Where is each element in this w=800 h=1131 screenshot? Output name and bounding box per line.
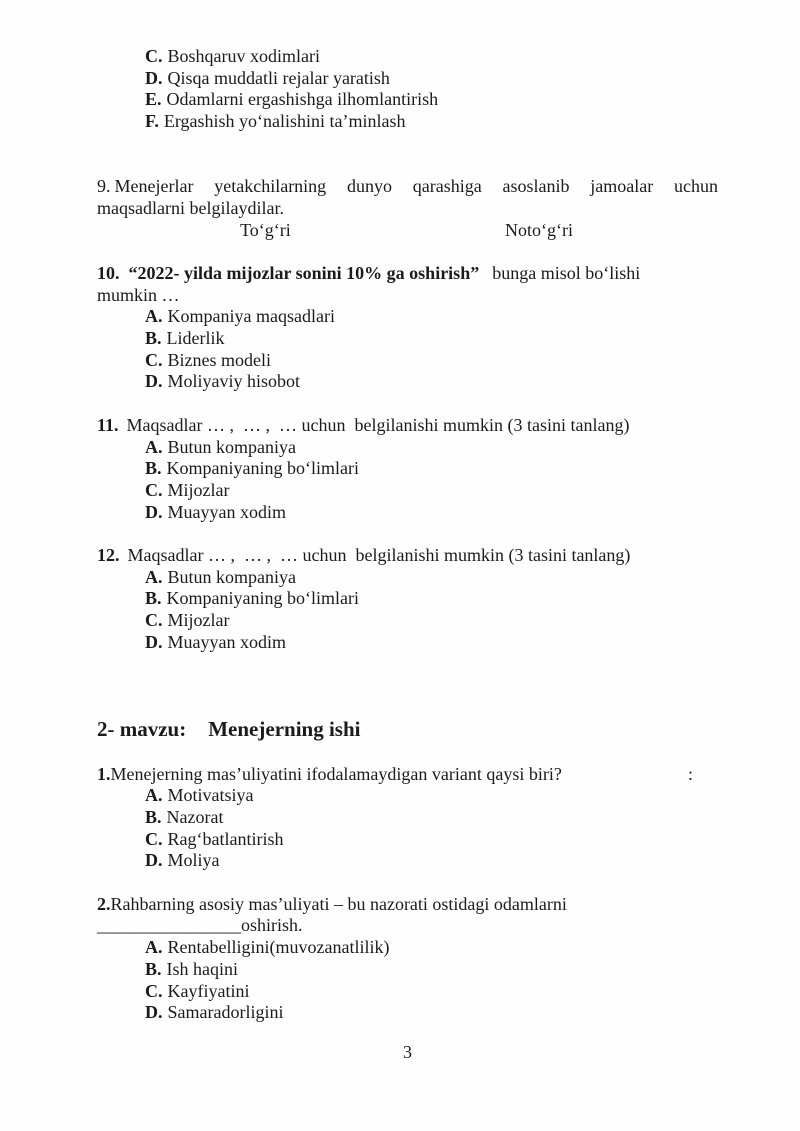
option-letter: E.: [145, 89, 162, 110]
option-text: Boshqaruv xodimlari: [167, 46, 320, 66]
trailing-colon: :: [687, 763, 693, 784]
option-text: Kayfiyatini: [167, 980, 250, 1001]
option-row: [97, 111, 718, 133]
option-row: [97, 350, 718, 372]
section-2-heading: [97, 716, 718, 743]
option-text: Moliyaviy hisobot: [167, 371, 301, 392]
false-option: Noto‘g‘ri: [505, 219, 573, 240]
spacer: [97, 133, 718, 176]
option-letter: B.: [145, 588, 162, 609]
option-text: Liderlik: [166, 328, 225, 349]
spacer: [97, 743, 718, 764]
option-text: Muayyan xodim: [167, 631, 286, 652]
blank-line: ________________: [97, 915, 241, 936]
page-content: [97, 46, 718, 1064]
question-number: 12.: [97, 545, 120, 566]
option-letter: C.: [145, 479, 163, 500]
option-row: [97, 480, 718, 502]
spacer: [97, 241, 718, 263]
option-text: Kompaniyaning bo‘limlari: [166, 458, 359, 479]
question-text: Menejerning mas’uliyatini ifodalamaydigan variant qaysi biri?: [110, 763, 562, 784]
question-number: 10.: [97, 262, 120, 283]
section-title: Menejerning ishi: [208, 716, 361, 741]
option-letter: D.: [145, 501, 163, 522]
option-text: Nazorat: [166, 806, 224, 827]
option-letter: D.: [145, 850, 163, 871]
option-row: [97, 785, 718, 807]
option-letter: D.: [145, 371, 163, 392]
option-row: [97, 981, 718, 1003]
option-text: Butun kompaniya: [167, 566, 296, 587]
question-9-text-line2: maqsadlarni belgilaydilar.: [97, 197, 284, 218]
question-number: 1.: [97, 763, 111, 784]
question-9: [97, 176, 718, 241]
option-letter: C.: [145, 610, 163, 631]
question-number: 11.: [97, 414, 119, 435]
option-text: Kompaniyaning bo‘limlari: [166, 588, 359, 609]
question-text-continued: oshirish.: [241, 915, 303, 936]
s2-question-1: [97, 764, 718, 873]
option-letter: A.: [145, 785, 163, 806]
option-letter: C.: [145, 349, 163, 370]
option-letter: D.: [145, 1002, 163, 1023]
option-text: Ergashish yo‘nalishini ta’minlash: [163, 111, 406, 132]
option-row: [97, 567, 718, 589]
true-option: To‘g‘ri: [240, 219, 291, 240]
section-number: 2- mavzu:: [97, 716, 187, 741]
option-row: [97, 437, 718, 459]
option-row: [97, 959, 718, 981]
option-text: Odamlarni ergashishga ilhomlantirish: [166, 89, 439, 110]
option-letter: B.: [145, 328, 162, 349]
s2-question-2-text-line1: [97, 894, 718, 916]
option-row: [97, 807, 718, 829]
option-row: [97, 937, 718, 959]
option-text: Kompaniya maqsadlari: [167, 306, 335, 327]
option-row: [97, 829, 718, 851]
option-row: [97, 588, 718, 610]
option-letter: A.: [145, 306, 163, 327]
option-row: [97, 850, 718, 872]
option-row: [97, 306, 718, 328]
option-letter: A.: [145, 566, 163, 587]
question-10-text-line1: [97, 263, 718, 285]
option-row: [97, 371, 718, 393]
option-row: [97, 1002, 718, 1024]
option-letter: D.: [145, 67, 163, 88]
option-letter: A.: [145, 937, 163, 958]
option-row: [97, 46, 718, 68]
option-text: Motivatsiya: [167, 785, 254, 806]
question-8-options: [97, 46, 718, 133]
true-false-row: [97, 220, 718, 242]
option-text: Biznes modeli: [167, 349, 271, 370]
option-row: [97, 458, 718, 480]
question-text: Maqsadlar … , … , … uchun belgilanishi mumkin (3 tasini tanlang): [127, 545, 631, 566]
option-row: [97, 68, 718, 90]
question-number: 9.: [97, 176, 111, 197]
spacer: [97, 393, 718, 415]
question-10: [97, 263, 718, 393]
question-number: 2.: [97, 893, 111, 914]
option-text: Rag‘batlantirish: [167, 828, 284, 849]
spacer: [97, 523, 718, 545]
option-text: Ish haqini: [166, 958, 239, 979]
spacer: [97, 654, 718, 716]
option-text: Muayyan xodim: [167, 501, 286, 522]
option-letter: A.: [145, 436, 163, 457]
option-text: Moliya: [167, 850, 220, 871]
quoted-goal-text: “2022- yilda mijozlar sonini 10% ga oshirish”: [128, 262, 480, 283]
spacer: [97, 1024, 718, 1042]
option-text: Samaradorligini: [167, 1002, 284, 1023]
option-text: Mijozlar: [167, 479, 230, 500]
question-9-text-line1: [97, 176, 718, 198]
option-text: Qisqa muddatli rejalar yaratish: [167, 67, 390, 88]
option-text: Mijozlar: [167, 610, 230, 631]
spacer: [97, 872, 718, 894]
option-letter: B.: [145, 458, 162, 479]
option-letter: C.: [145, 46, 163, 66]
question-12-text: [97, 545, 718, 567]
question-11-text: [97, 415, 718, 437]
question-text: bunga misol bo‘lishi: [492, 262, 641, 283]
question-12: [97, 545, 718, 654]
option-row: [97, 502, 718, 524]
option-letter: C.: [145, 828, 163, 849]
s2-question-1-text: [97, 764, 718, 786]
s2-question-2: [97, 894, 718, 1024]
option-letter: D.: [145, 631, 163, 652]
option-row: [97, 328, 718, 350]
option-text: Rentabelligini(muvozanatlilik): [167, 937, 390, 958]
page-number: 3: [403, 1042, 412, 1062]
question-text: Rahbarning asosiy mas’uliyati – bu nazorati ostidagi odamlarni: [110, 893, 567, 914]
option-letter: C.: [145, 980, 163, 1001]
s2-question-2-text-line2: [97, 915, 718, 937]
option-letter: B.: [145, 958, 162, 979]
option-row: [97, 610, 718, 632]
option-row: [97, 632, 718, 654]
option-letter: F.: [145, 111, 159, 132]
question-text: Menejerlar yetakchilarning dunyo qarashiga asoslanib jamoalar uchun: [114, 176, 718, 197]
option-row: [97, 89, 718, 111]
option-letter: B.: [145, 806, 162, 827]
option-text: Butun kompaniya: [167, 436, 296, 457]
question-10-text-line2: mumkin …: [97, 284, 180, 305]
question-text: Maqsadlar … , … , … uchun belgilanishi mumkin (3 tasini tanlang): [126, 414, 630, 435]
question-11: [97, 415, 718, 524]
